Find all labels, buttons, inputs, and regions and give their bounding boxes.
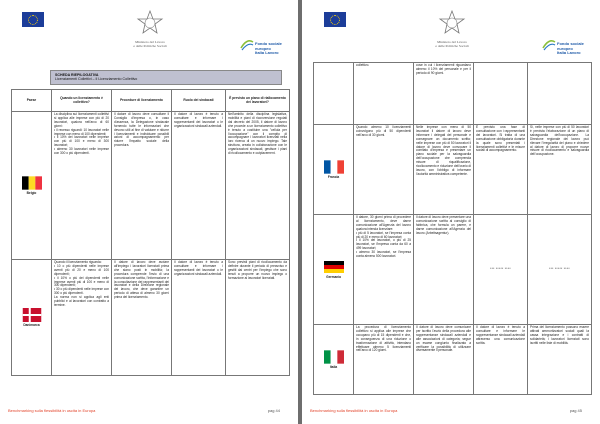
table-row xyxy=(12,112,290,260)
table-cell: Il datore di lavoro deve comunicare per iscritto l'avvio della procedura alle rappresentanze sindacali aziendali e alle associazioni di categoria; segue un esame congiunto finalizzato a verificare la possibilità di utilizzare diversamente il personale. xyxy=(414,325,474,395)
table-row xyxy=(314,215,592,325)
swoosh-logo-icon xyxy=(542,38,556,52)
header-when-collective: Quando un licenziamento è collettivo? xyxy=(52,90,112,112)
table-cell: Nelle imprese con meno di 50 lavoratori il datore di lavoro deve informare i delegati del personale e consegnare un documento scritto; nelle imprese con più di 50 lavoratori il datore di lavoro deve convocare il comitato d'impresa e presentare un piano sociale per la salvaguardia dell'occupazione che comprenda misure di riqualificazione, ricollocamento e riduzione dell'orario di lavoro, con l'obbligo di informare l'autorità amministrativa competente. xyxy=(414,125,474,215)
denmark-flag-icon xyxy=(22,308,42,322)
belgium-flag-icon xyxy=(22,176,42,190)
country-name: Belgio xyxy=(26,190,37,195)
table-cell: *** ***** **** xyxy=(474,215,528,325)
table-cell: Sì, nelle imprese con più di 50 lavoratori è prevista l'elaborazione di un piano di salvaguardia dell'occupazione. La Direzione regionale del lavoro può rilevare l'irregolarità del piano e chiedere al datore di lavoro di proporre nuove misure di ricollocamento e salvaguardia dell'occupazione. xyxy=(528,125,592,215)
summary-title: SCHEDA RIEPILOGATIVA xyxy=(55,73,99,77)
comparison-table-continued xyxy=(313,62,592,395)
page-number: pag 44 xyxy=(267,408,280,413)
table-cell: Il datore di lavoro deve avviare all'impiego i lavoratori licenziati prima che siano posti in mobilità; la procedura comprende l'invio di una comunicazione scritta, l'informazione e la consultazione dei rappresentanti dei lavoratori e della Direzione regionale del lavoro, che deve garantire un periodo di attesa di almeno 30 giorni prima del licenziamento. xyxy=(112,260,172,376)
table-row xyxy=(314,125,592,215)
table-cell: È previsto una fase di consultazione con i rappresentanti dei lavoratori. Si tratta di una consultazione obbligatoria durante la quale sono presentati i licenziamenti collettivi e le misure sociali di accompagnamento. xyxy=(474,125,528,215)
ministry-name xyxy=(417,40,487,48)
country-cell xyxy=(314,63,354,125)
logo-line-2: Italia Lavoro xyxy=(557,50,581,56)
ministry-line-1: Ministero del Lavoro xyxy=(135,40,165,44)
eu-flag-icon xyxy=(324,12,346,27)
table-cell: Nell'ambito della disciplina legislativa, mobilità e piani di riconversione regolati dal decreto del 2005, il datore di lavoro che procede a un licenziamento collettivo è tenuto a costituire una "cellula per l'occupazione" con il compito di accompagnare i lavoratori licenziati nella loro ricerca di un nuovo impiego. Tale struttura, creata in collaborazione con le organizzazioni sindacali, gestisce i piani di ricollocamento e outplacement. xyxy=(226,112,290,260)
table-cell: Il datore di lavoro deve consultare il Consiglio d'impresa o, in caso d'assenza, la Delegazione sindacale fornendo tutte le informazioni che devono utili al fine di valutare e ridurre i licenziamenti e individuare possibili azioni di accompagnamento per ridurre l'impatto sociale della procedura. xyxy=(112,112,172,260)
footer-title: Benchmarking sulla flessibilità in uscita in Europa xyxy=(8,408,96,413)
footer-title: Benchmarking sulla flessibilità in uscita in Europa xyxy=(310,408,398,413)
table-cell: Sono previsti piani di ricollocamento da definire durante il periodo di preavviso e gestiti dai centri per l'impiego che sono tenuti a proporre un nuovo impiego o formazione ai lavoratori licenziati. xyxy=(226,260,290,376)
header-procedures: Procedure di licenziamento xyxy=(112,90,172,112)
ministry-line-2: e delle Politiche Sociali xyxy=(133,44,167,49)
logo-line-1: Fondo sociale europeo xyxy=(255,41,282,51)
eu-flag-icon xyxy=(22,12,44,27)
italian-republic-emblem-icon xyxy=(135,8,165,38)
document-page-right xyxy=(302,0,600,424)
ministry-name xyxy=(115,40,185,48)
table-cell: La disciplina sui licenziamenti collettivi si applica alle imprese con più di 20 lavoratori, qualora nell'arco di 60 giorni: • il recesso riguardi: 10 lavoratori nelle imprese con meno di 100 dipendenti; • il 10% dei lavoratori nelle imprese con più di 100 e meno di 300 lavoratori; • almeno 30 lavoratori nelle imprese con 300 o più dipendenti. xyxy=(52,112,112,260)
page-header xyxy=(302,4,600,66)
country-name: Danimarca xyxy=(23,322,40,327)
table-row xyxy=(314,63,592,125)
table-cell: Il datore di lavoro è tenuto a consultare e informare i rappresentanti dei lavoratori o le organizzazioni sindacali aziendali. xyxy=(172,112,226,260)
table-cell: *** ***** **** xyxy=(528,215,592,325)
country-cell xyxy=(314,125,354,215)
summary-title-box xyxy=(50,70,282,85)
header-country: Paese xyxy=(12,90,52,112)
table-cell: collettivo. xyxy=(354,63,414,125)
comparison-table xyxy=(11,89,290,376)
country-cell xyxy=(314,215,354,325)
logo-line-2: Italia Lavoro xyxy=(255,50,279,56)
logo-line-1: Fondo sociale europeo xyxy=(557,41,584,51)
table-row xyxy=(12,260,290,376)
table-cell: Il datore di lavoro è tenuto a consultare e informare i rappresentanti dei lavoratori o le organizzazioni sindacali aziendali. xyxy=(172,260,226,376)
ministry-line-1: Ministero del Lavoro xyxy=(437,40,467,44)
country-cell xyxy=(314,325,354,395)
table-cell xyxy=(528,63,592,125)
italian-republic-emblem-icon xyxy=(437,8,467,38)
ministry-line-2: e delle Politiche Sociali xyxy=(435,44,469,49)
table-cell: Prima del licenziamento possono essere attivati ammortizzatori sociali quali la cassa integrazione e i contratti di solidarietà; i lavoratori licenziati sono iscritti nelle liste di mobilità. xyxy=(528,325,592,395)
table-cell: Il datore, 30 giorni prima di procedere al licenziamento, deve darne comunicazione all'Agenzia del lavoro qualora intenda licenziare: • più di 5 lavoratori, se l'impresa conta più di 20 e meno di 60 lavoratori; • il 10% dei lavoratori, o più di 25 lavoratori, se l'impresa conta da 60 a 499 lavoratori; • almeno 30 lavoratori, se l'impresa conta almeno 500 lavoratori. xyxy=(354,215,414,325)
table-cell xyxy=(474,63,528,125)
page-number: pag 45 xyxy=(569,408,582,413)
country-name: Francia xyxy=(327,174,340,179)
france-flag-icon xyxy=(324,160,344,174)
italia-lavoro-logo xyxy=(240,38,286,58)
country-cell xyxy=(12,112,52,260)
header-reallocation-plan: È previsto un piano di riallocamento dei lavoratori? xyxy=(226,90,290,112)
italia-lavoro-logo xyxy=(542,38,588,58)
table-cell: Quando il licenziamento riguarda: • 10 o più dipendenti nelle imprese aventi più di 20 e meno di 100 dipendenti; • il 10% o più dei dipendenti nelle imprese aventi più di 100 e meno di 300 dipendenti; • 30 o più dipendenti nelle imprese con 300 o più dipendenti. La norma non si applica agli enti pubblici e ai lavoratori con contratto a termine. xyxy=(52,260,112,376)
italy-flag-icon xyxy=(324,350,344,364)
germany-flag-icon xyxy=(324,260,344,274)
table-cell: La procedura di licenziamento collettivo si applica alle imprese che occupano più di 15 dipendenti e che, in conseguenza di una riduzione o trasformazione di attività, intendano effettuare almeno 5 licenziamenti nell'arco di 120 giorni. xyxy=(354,325,414,395)
country-name: Italia xyxy=(329,364,338,369)
table-cell: Quando almeno 10 licenziamenti coinvolgono più di 50 dipendenti nell'arco di 30 giorni. xyxy=(354,125,414,215)
summary-subtitle: Licenziamenti Collettivi – Il Licenziamento Collettivo xyxy=(55,77,138,82)
country-name: Germania xyxy=(326,274,341,279)
page-footer xyxy=(8,408,290,416)
document-page-left xyxy=(0,0,298,424)
swoosh-logo-icon xyxy=(240,38,254,52)
page-footer xyxy=(310,408,592,416)
table-cell: cose in cui i licenziamenti riguardano almeno il 10% del personale e per il periodo di 90 giorni. xyxy=(414,63,474,125)
country-cell xyxy=(12,260,52,376)
table-row xyxy=(314,325,592,395)
table-cell: Il datore di lavoro è tenuto a consultare e informare le rappresentanze sindacali aziendali attraverso una comunicazione scritta. xyxy=(474,325,528,395)
table-header-row xyxy=(12,90,290,112)
page-header xyxy=(0,4,298,66)
table-cell: Il datore di lavoro deve presentare una comunicazione scritta al consiglio di fabbrica, che formula un parere, e darne comunicazione all'Agenzia del lavoro (Arbeitsagentur). xyxy=(414,215,474,325)
header-union-role: Ruolo dei sindacati xyxy=(172,90,226,112)
